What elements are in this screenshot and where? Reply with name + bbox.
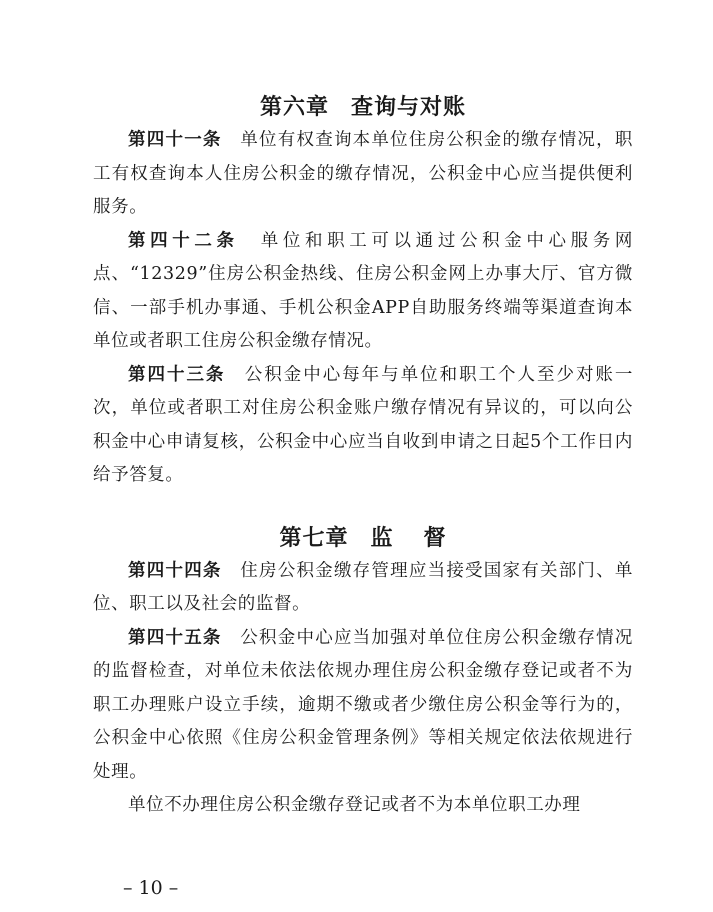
- page-number-dash-left: –: [123, 877, 133, 899]
- article-41: [93, 124, 633, 225]
- article-41-number: 第四十一条: [128, 130, 222, 150]
- page-number-dash-right: –: [168, 877, 179, 899]
- article-43-number: 第四十三条: [128, 364, 226, 385]
- article-42-text: 单位和职工可以通过公积金中心服务网点、“12329”住房公积金热线、住房公积金网上办事大厅、官方微信、一部手机办事通、手机公积金APP自助服务终端等渠道查询本单位或者职工住房公积金缴存情况。: [93, 230, 634, 351]
- article-45: [93, 622, 633, 790]
- page-number: [123, 876, 178, 900]
- article-44-number: 第四十四条: [128, 560, 222, 581]
- article-41-text: 单位有权查询本单位住房公积金的缴存情况，职工有权查询本人住房公积金的缴存情况，公积金中心应当提供便利服务。: [93, 130, 633, 217]
- chapter-seven-title: [93, 523, 633, 555]
- article-45-number: 第四十五条: [128, 627, 222, 648]
- chapter-six-label: 第六章: [259, 95, 329, 120]
- article-42: [93, 225, 633, 359]
- trailing-paragraph: 单位不办理住房公积金缴存登记或者不为本单位职工办理: [128, 795, 581, 815]
- chapter-six-title: [93, 92, 633, 124]
- page-number-value: 10: [138, 877, 163, 899]
- article-43: [93, 359, 633, 493]
- article-44: [93, 555, 633, 622]
- article-45-text: 公积金中心应当加强对单位住房公积金缴存情况的监督检查，对单位未依法依规办理住房公积金缴存登记或者不为职工办理账户设立手续，逾期不缴或者少缴住房公积金等行为的，公积金中心依照《住房公积金管理条例》等相关规定依法依规进行处理。: [93, 627, 633, 782]
- article-44-text: 住房公积金缴存管理应当接受国家有关部门、单位、职工以及社会的监督。: [93, 560, 633, 614]
- chapter-seven-name-char-2: 督: [423, 525, 447, 551]
- chapter-seven-label: 第七章: [279, 525, 349, 551]
- page-content: [93, 90, 633, 823]
- article-42-number: 第四十二条: [128, 230, 239, 251]
- chapter-six-name: 查询与对账: [351, 95, 467, 120]
- chapter-seven-name-char-1: 监: [370, 525, 394, 551]
- article-43-text: 公积金中心每年与单位和职工个人至少对账一次，单位或者职工对住房公积金账户缴存情况有异议的，可以向公积金中心申请复核，公积金中心应当自收到申请之日起5个工作日内给予答复。: [93, 364, 634, 485]
